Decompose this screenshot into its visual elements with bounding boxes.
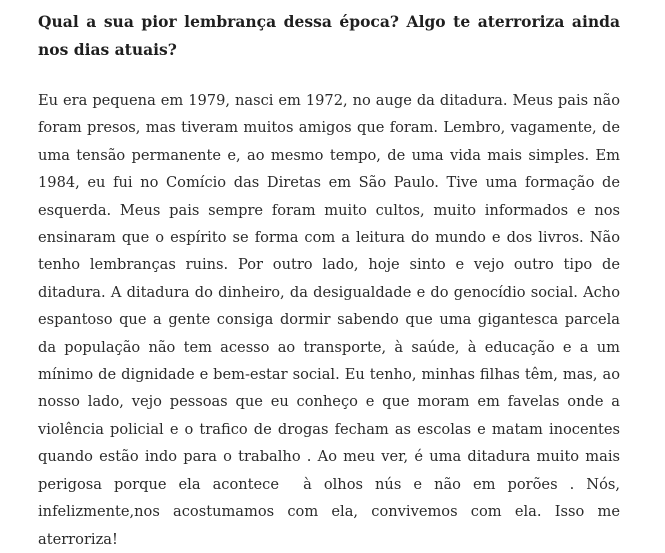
interview-question: Qual a sua pior lembrança dessa época? Algo te aterroriza ainda nos dias atuais? xyxy=(38,12,620,59)
interview-answer: Eu era pequena em 1979, nasci em 1972, no auge da ditadura. Meus pais não foram presos, mas tiveram muitos amigos que foram. Lembro, vagamente, de uma tensão permanente e, ao mesmo tempo, de uma vida mais simples. Em 1984, eu fui no Comício das Diretas em São Paulo. Tive uma formação de esquerda. Meus pais sempre foram muito cultos, muito informados e nos ensinaram que o espírito se forma com a leitura do mundo e dos livros. Não tenho lembranças ruins. Por outro lado, hoje sinto e vejo outro tipo de ditadura. A ditadura do dinheiro, da desigualdade e do genocídio social. Acho espantoso que a gente consiga dormir sabendo que uma gigantesca parcela da população não tem acesso ao transporte, à saúde, à educação e a um mínimo de dignidade e bem-estar social. Eu tenho, minhas filhas têm, mas, ao nosso lado, vejo pessoas que eu conheço e que moram em favelas onde a violência policial e o trafico de drogas fecham as escolas e matam inocentes quando estão indo para o trabalho . Ao meu ver, é uma ditadura muito mais perigosa porque ela acontece à olhos nús e não em porões . Nós, infelizmente,nos acostumamos com ela, convivemos com ela. Isso me aterroriza! xyxy=(38,92,625,548)
